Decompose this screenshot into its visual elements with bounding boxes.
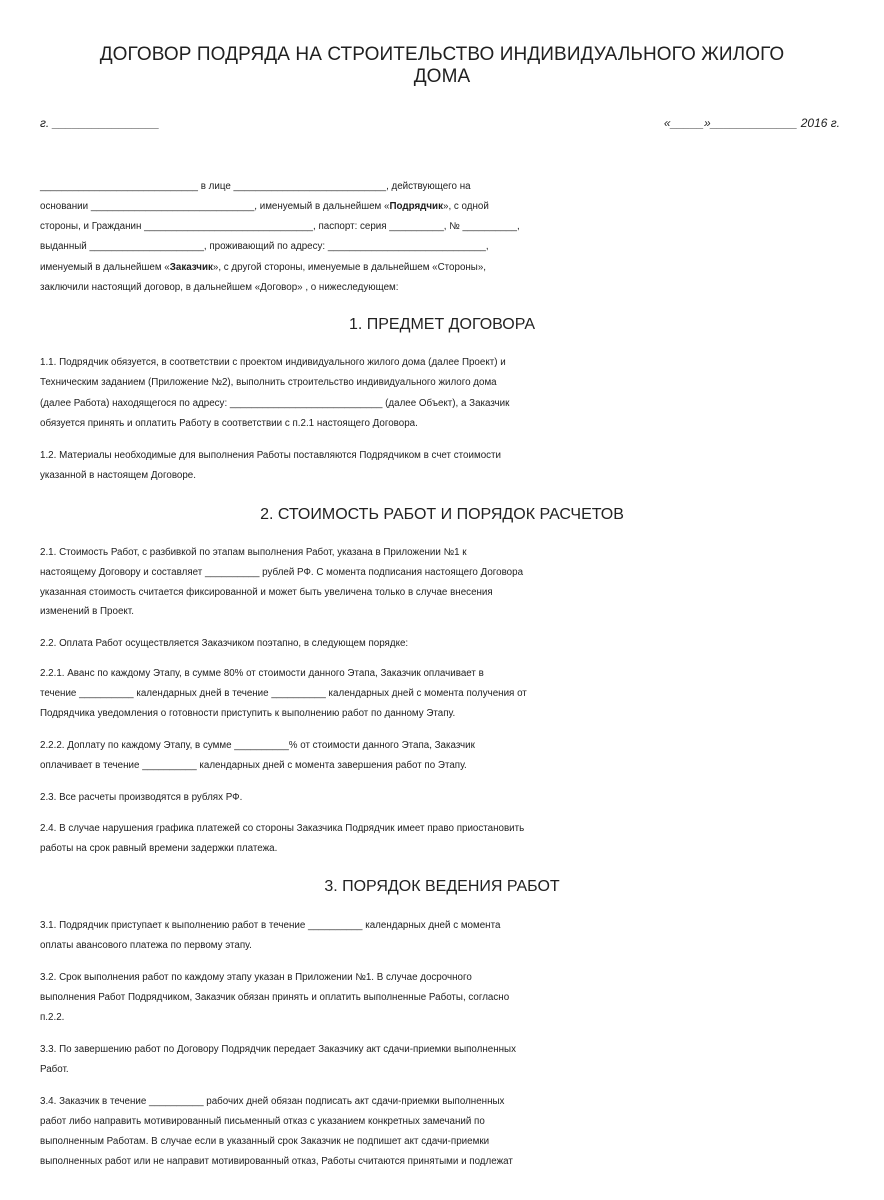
- clause-line: 3.3. По завершению работ по Договору Подрядчик передает Заказчику акт сдачи-приемки выполненных: [40, 1044, 516, 1055]
- clause-line: п.2.2.: [40, 1012, 65, 1023]
- clause-line: обязуется принять и оплатить Работу в соответствии с п.2.1 настоящего Договора.: [40, 418, 418, 429]
- section-heading: 3. ПОРЯДОК ВЕДЕНИЯ РАБОТ: [324, 878, 560, 895]
- clause-line: 3.2. Срок выполнения работ по каждому этапу указан в Приложении №1. В случае досрочного: [40, 972, 472, 983]
- preamble-line: _____________________________ в лице ____________________________, действующего на: [40, 181, 471, 192]
- clause-line: настоящему Договору и составляет __________ рублей РФ. С момента подписания настоящего Договора: [40, 567, 524, 578]
- section-heading: 2. СТОИМОСТЬ РАБОТ И ПОРЯДОК РАСЧЕТОВ: [260, 506, 624, 523]
- clause-line: работ либо направить мотивированный письменный отказ с указанием конкретных замечаний по: [40, 1116, 485, 1127]
- preamble-line: заключили настоящий договор, в дальнейшем «Договор» , о нижеследующем:: [40, 282, 399, 293]
- preamble-line: именуемый в дальнейшем «Заказчик», с другой стороны, именуемые в дальнейшем «Стороны»,: [40, 262, 487, 273]
- clause-line: указанная стоимость считается фиксированной и может быть увеличена только в случае внесения: [40, 587, 493, 598]
- section-heading: 1. ПРЕДМЕТ ДОГОВОРА: [348, 316, 536, 333]
- customer-term: Заказчик: [169, 262, 213, 273]
- clause-line: Работ.: [40, 1064, 69, 1075]
- document-title: [40, 44, 844, 88]
- preamble-line: выданный _____________________, проживающий по адресу: _____________________________,: [40, 241, 489, 252]
- place-field: г. ________________: [40, 116, 160, 130]
- clause-line: 3.4. Заказчик в течение __________ рабочих дней обязан подписать акт сдачи-приемки выполненных: [40, 1096, 505, 1107]
- title-line-1: ДОГОВОР ПОДРЯДА НА СТРОИТЕЛЬСТВО ИНДИВИДУАЛЬНОГО ЖИЛОГО: [99, 44, 785, 65]
- clause-line: выполнения Работ Подрядчиком, Заказчик обязан принять и оплатить выполненные Работы, согласно: [40, 992, 510, 1003]
- clause-line: 2.2. Оплата Работ осуществляется Заказчиком поэтапно, в следующем порядке:: [40, 638, 409, 649]
- clause-line: выполненным Работам. В случае если в указанный срок Заказчик не подпишет акт сдачи-приемки: [40, 1136, 490, 1147]
- clause-line: 2.2.2. Доплату по каждому Этапу, в сумме __________% от стоимости данного Этапа, Заказчик: [40, 740, 475, 751]
- clause-line: указанной в настоящем Договоре.: [40, 470, 196, 481]
- clause-line: оплаты авансового платежа по первому этапу.: [40, 940, 252, 951]
- clause-line: 3.1. Подрядчик приступает к выполнению работ в течение __________ календарных дней с момента: [40, 920, 501, 931]
- clause-line: выполненных работ или не направит мотивированный отказ, Работы считаются принятыми и подлежат: [40, 1156, 513, 1167]
- clause-line: Техническим заданием (Приложение №2), выполнить строительство индивидуального жилого дома: [40, 377, 497, 388]
- clause-line: 2.3. Все расчеты производятся в рублях РФ.: [40, 792, 243, 803]
- contractor-term: Подрядчик: [389, 201, 443, 212]
- title-line-2: ДОМА: [413, 66, 471, 87]
- clause-line: 2.2.1. Аванс по каждому Этапу, в сумме 80% от стоимости данного Этапа, Заказчик оплачивает в: [40, 668, 484, 679]
- clause-line: 1.2. Материалы необходимые для выполнения Работы поставляются Подрядчиком в счет стоимости: [40, 450, 502, 461]
- clause-line: Подрядчика уведомления о готовности приступить к выполнению работ по данному Этапу.: [40, 708, 456, 719]
- preamble-line: стороны, и Гражданин _______________________________, паспорт: серия __________, № __________,: [40, 221, 520, 232]
- clause-line: 2.1. Стоимость Работ, с разбивкой по этапам выполнения Работ, указана в Приложении №1 к: [40, 547, 467, 558]
- clause-line: оплачивает в течение __________ календарных дней с момента завершения работ по Этапу.: [40, 760, 467, 771]
- clause-line: (далее Работа) находящегося по адресу: ____________________________ (далее Объект), а Заказчик: [40, 398, 510, 409]
- clause-line: 1.1. Подрядчик обязуется, в соответствии с проектом индивидуального жилого дома (далее Проект) и: [40, 357, 506, 368]
- preamble-line: основании ______________________________, именуемый в дальнейшем «Подрядчик», с одной: [40, 201, 489, 212]
- date-field: «_____»_____________ 2016 г.: [663, 116, 840, 130]
- clause-line: работы на срок равный времени задержки платежа.: [40, 843, 278, 854]
- clause-line: 2.4. В случае нарушения графика платежей со стороны Заказчика Подрядчик имеет право приостановить: [40, 823, 525, 834]
- clause-line: течение __________ календарных дней в течение __________ календарных дней с момента получения от: [40, 688, 527, 699]
- clause-line: изменений в Проект.: [40, 606, 134, 617]
